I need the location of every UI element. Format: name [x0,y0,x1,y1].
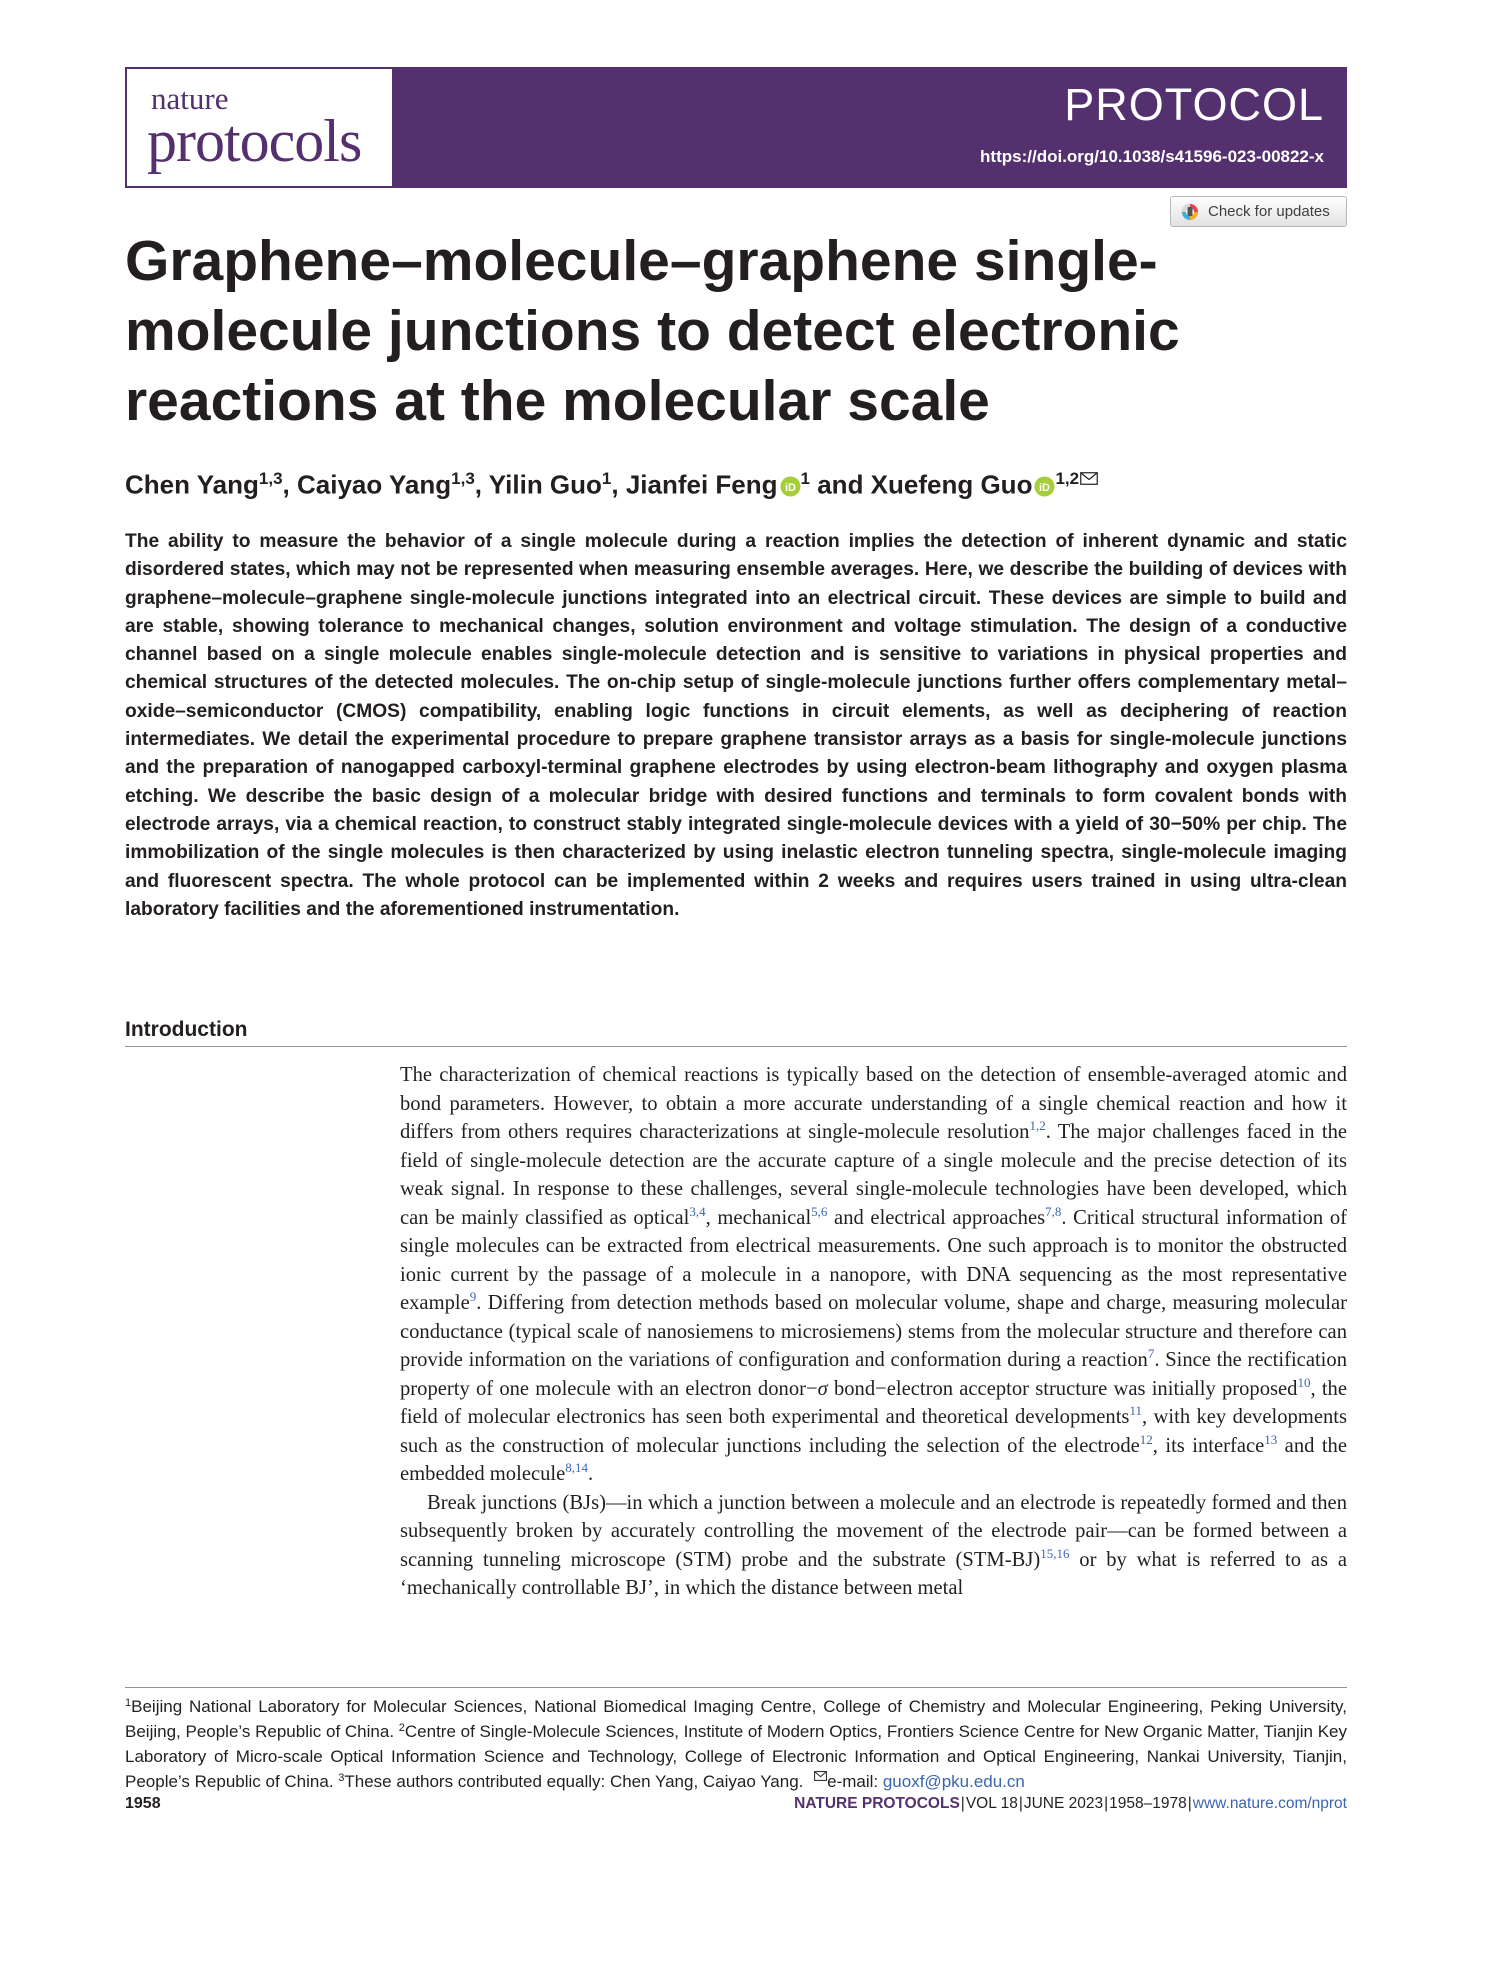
check-for-updates-button[interactable] [1170,196,1347,227]
abstract: The ability to measure the behavior of a single molecule during a reaction implies the detection of inherent dynamic and static disordered states, which may not be represented when measuring ensemble averages. Here, we describe the building of devices with graphene–molecule–graphene single-molecule junctions integrated into an electrical circuit. These devices are simple to build and are stable, showing tolerance to mechanical changes, solution environment and voltage stimulation. The design of a conductive channel based on a single molecule enables single-molecule detection and is sensitive to variations in physical properties and chemical structures of the detected molecules. The on-chip setup of single-molecule junctions further offers complementary metal–oxide–semiconductor (CMOS) compatibility, enabling logic functions in circuit elements, as well as deciphering of reaction intermediates. We detail the experimental procedure to prepare graphene transistor arrays as a basis for single-molecule junctions and the preparation of nanogapped carboxyl-terminal graphene electrodes by using electron-beam lithography and oxygen plasma etching. We describe the basic design of a molecular bridge with desired functions and terminals to form covalent bonds with electrode arrays, via a chemical reaction, to construct stably integrated single-molecule devices with a yield of 30−50% per chip. The immobilization of the single molecules is then characterized by using inelastic electron tunneling spectra, single-molecule imaging and fluorescent spectra. The whole protocol can be implemented within 2 weeks and requires users trained in using ultra-clean laboratory facilities and the aforementioned instrumentation. [125,531,1347,920]
paragraph-text: bond−electron acceptor structure was initially proposed [827,1377,1298,1400]
author-separator: and [810,469,871,500]
affiliation-text: These authors contributed equally: Chen Yang, Caiyao Yang. [344,1772,809,1791]
article-type-label: PROTOCOL [1064,79,1324,130]
author-name[interactable]: Chen Yang [125,469,259,500]
citation-reference[interactable]: 3,4 [689,1203,706,1219]
paragraph-text: Break junctions (BJs)—in which a junction between a molecule and an electrode is repeatedly formed and then subsequently broken by accurately controlling the movement of the electrode pair—can be formed between a scanning tunneling microscope (STM) probe and the substrate (STM-BJ) [400,1491,1347,1571]
envelope-icon[interactable] [1080,472,1098,485]
doi-link[interactable]: https://doi.org/10.1038/s41596-023-00822-x [980,147,1324,166]
citation-reference[interactable]: 10 [1297,1374,1311,1390]
citation-reference[interactable]: 8,14 [565,1460,589,1475]
orcid-icon[interactable] [1034,476,1055,497]
page-number: 1958 [125,1795,161,1812]
paragraph-text: , the field of molecular electronics has seen both experimental and theoretical developments [400,1377,1347,1428]
paragraph-text: , its interface [1152,1434,1265,1457]
author-separator: , [474,469,489,500]
paragraph-text: , mechanical [705,1206,812,1229]
section-divider [125,1046,1347,1047]
paragraph-text: . [588,1463,594,1485]
citation-reference[interactable]: 7,8 [1045,1203,1062,1219]
svg-text:iD: iD [784,481,796,494]
journal-logo[interactable] [127,69,392,186]
citation-reference[interactable]: 1,2 [1029,1118,1046,1133]
math-symbol: σ [817,1377,828,1400]
affiliations [125,1694,1347,1794]
email-link[interactable]: guoxf@pku.edu.cn [882,1772,1025,1791]
affiliation-text: Centre of Single-Molecule Sciences, Institute of Modern Optics, Frontiers Science Centre for New Organic Matter, Tianjin Key Laboratory of Micro-scale Optical Information Science and Technology, College of Electronic Information and Optical Engineering, Nankai University, Tianjin, People’s Republic of China. [125,1722,1347,1791]
logo-protocols-text: protocols [147,108,362,174]
citation-reference[interactable]: 13 [1264,1431,1278,1447]
footnote-divider [125,1687,1347,1688]
crossmark-icon [1181,203,1199,221]
author-affiliation: 1,3 [258,469,283,488]
citation-reference[interactable]: 7 [1147,1346,1155,1361]
author-affiliation: 1 [601,469,612,488]
author-affiliation: 1,2 [1055,469,1080,488]
footer-citation [794,1794,1347,1814]
footer-date: JUNE 2023 [1023,1795,1104,1812]
section-heading-introduction: Introduction [125,1018,248,1041]
footer-journal: NATURE PROTOCOLS [794,1795,960,1812]
footer-separator: | [1187,1795,1192,1812]
footer-separator: | [1104,1795,1109,1812]
author-affiliation: 1,3 [451,469,475,488]
citation-reference[interactable]: 9 [469,1289,477,1304]
citation-reference[interactable]: 5,6 [811,1203,828,1219]
paragraph-text: . Since the rectification property of one molecule with an electron donor− [400,1349,1347,1400]
paragraph-text: and electrical approaches [827,1206,1046,1229]
footer-pages: 1958–1978 [1109,1795,1187,1812]
body-paragraph [400,1489,1347,1603]
paragraph-text: and the embedded molecule [400,1434,1347,1485]
article-title: Graphene–molecule–graphene single-molecule junctions to detect electronic reactions at the molecular scale [125,229,1180,433]
orcid-icon[interactable] [780,476,801,497]
journal-url-link[interactable]: www.nature.com/nprot [1192,1795,1347,1812]
author-affiliation: 1 [800,469,810,488]
footer-separator: | [960,1795,965,1812]
affiliation-text: Beijing National Laboratory for Molecular Sciences, National Biomedical Imaging Centre, College of Chemistry and Molecular Engineering, Peking University, Beijing, People’s Republic of China. [125,1697,1347,1741]
check-for-updates-label: Check for updates [1208,203,1330,220]
body-paragraph [400,1061,1347,1489]
citation-reference[interactable]: 12 [1139,1431,1153,1447]
footer-separator: | [1018,1795,1023,1812]
svg-text:iD: iD [1039,481,1051,494]
citation-reference[interactable]: 15,16 [1040,1545,1070,1561]
email-label: e-mail: [827,1772,883,1791]
author-separator: , [611,469,626,500]
paragraph-text: . The major challenges faced in the field of single-molecule detection are the accurate capture of a single molecule and the precise detection of its weak signal. In response to these challenges, several single-molecule technologies have been developed, which can be mainly classified as optical [400,1121,1348,1229]
author-name[interactable]: Jianfei Feng [625,469,778,500]
paragraph-text: . Critical structural information of single molecules can be extracted from electrical measurements. One such approach is to monitor the obstructed ionic current by the passage of a molecule in a nanopore, with DNA sequencing as the most representative example [400,1206,1348,1314]
paragraph-text: or by what is referred to as a ‘mechanically controllable BJ’, in which the distance between metal [400,1548,1347,1599]
citation-reference[interactable]: 11 [1129,1403,1142,1418]
introduction-body [400,1061,1347,1603]
affiliation-marker: 2 [398,1722,405,1734]
affiliation-marker: 3 [338,1772,345,1784]
paragraph-text: . Differing from detection methods based on molecular volume, shape and charge, measuring molecular conductance (typical scale of nanosiemens to microsiemens) stems from the molecular structure and therefore can provide information on the variations of configuration and conformation during a reaction [400,1292,1347,1371]
author-name[interactable]: Yilin Guo [488,469,602,500]
author-name[interactable]: Xuefeng Guo [870,469,1033,500]
envelope-icon [814,1771,827,1781]
logo-nature-text: nature [151,81,229,116]
footer-volume: VOL 18 [965,1795,1018,1812]
affiliation-marker: 1 [125,1697,132,1709]
paragraph-text: , with key developments such as the construction of molecular junctions including the selection of the electrode [400,1406,1347,1457]
author-name[interactable]: Caiyao Yang [296,469,452,500]
author-list [125,461,1355,503]
paragraph-text: The characterization of chemical reactions is typically based on the detection of ensemble-averaged atomic and bond parameters. However, to obtain a more accurate understanding of a single chemical reaction and how it differs from others requires characterizations at single-molecule resolution [400,1064,1347,1143]
author-separator: , [282,469,297,500]
